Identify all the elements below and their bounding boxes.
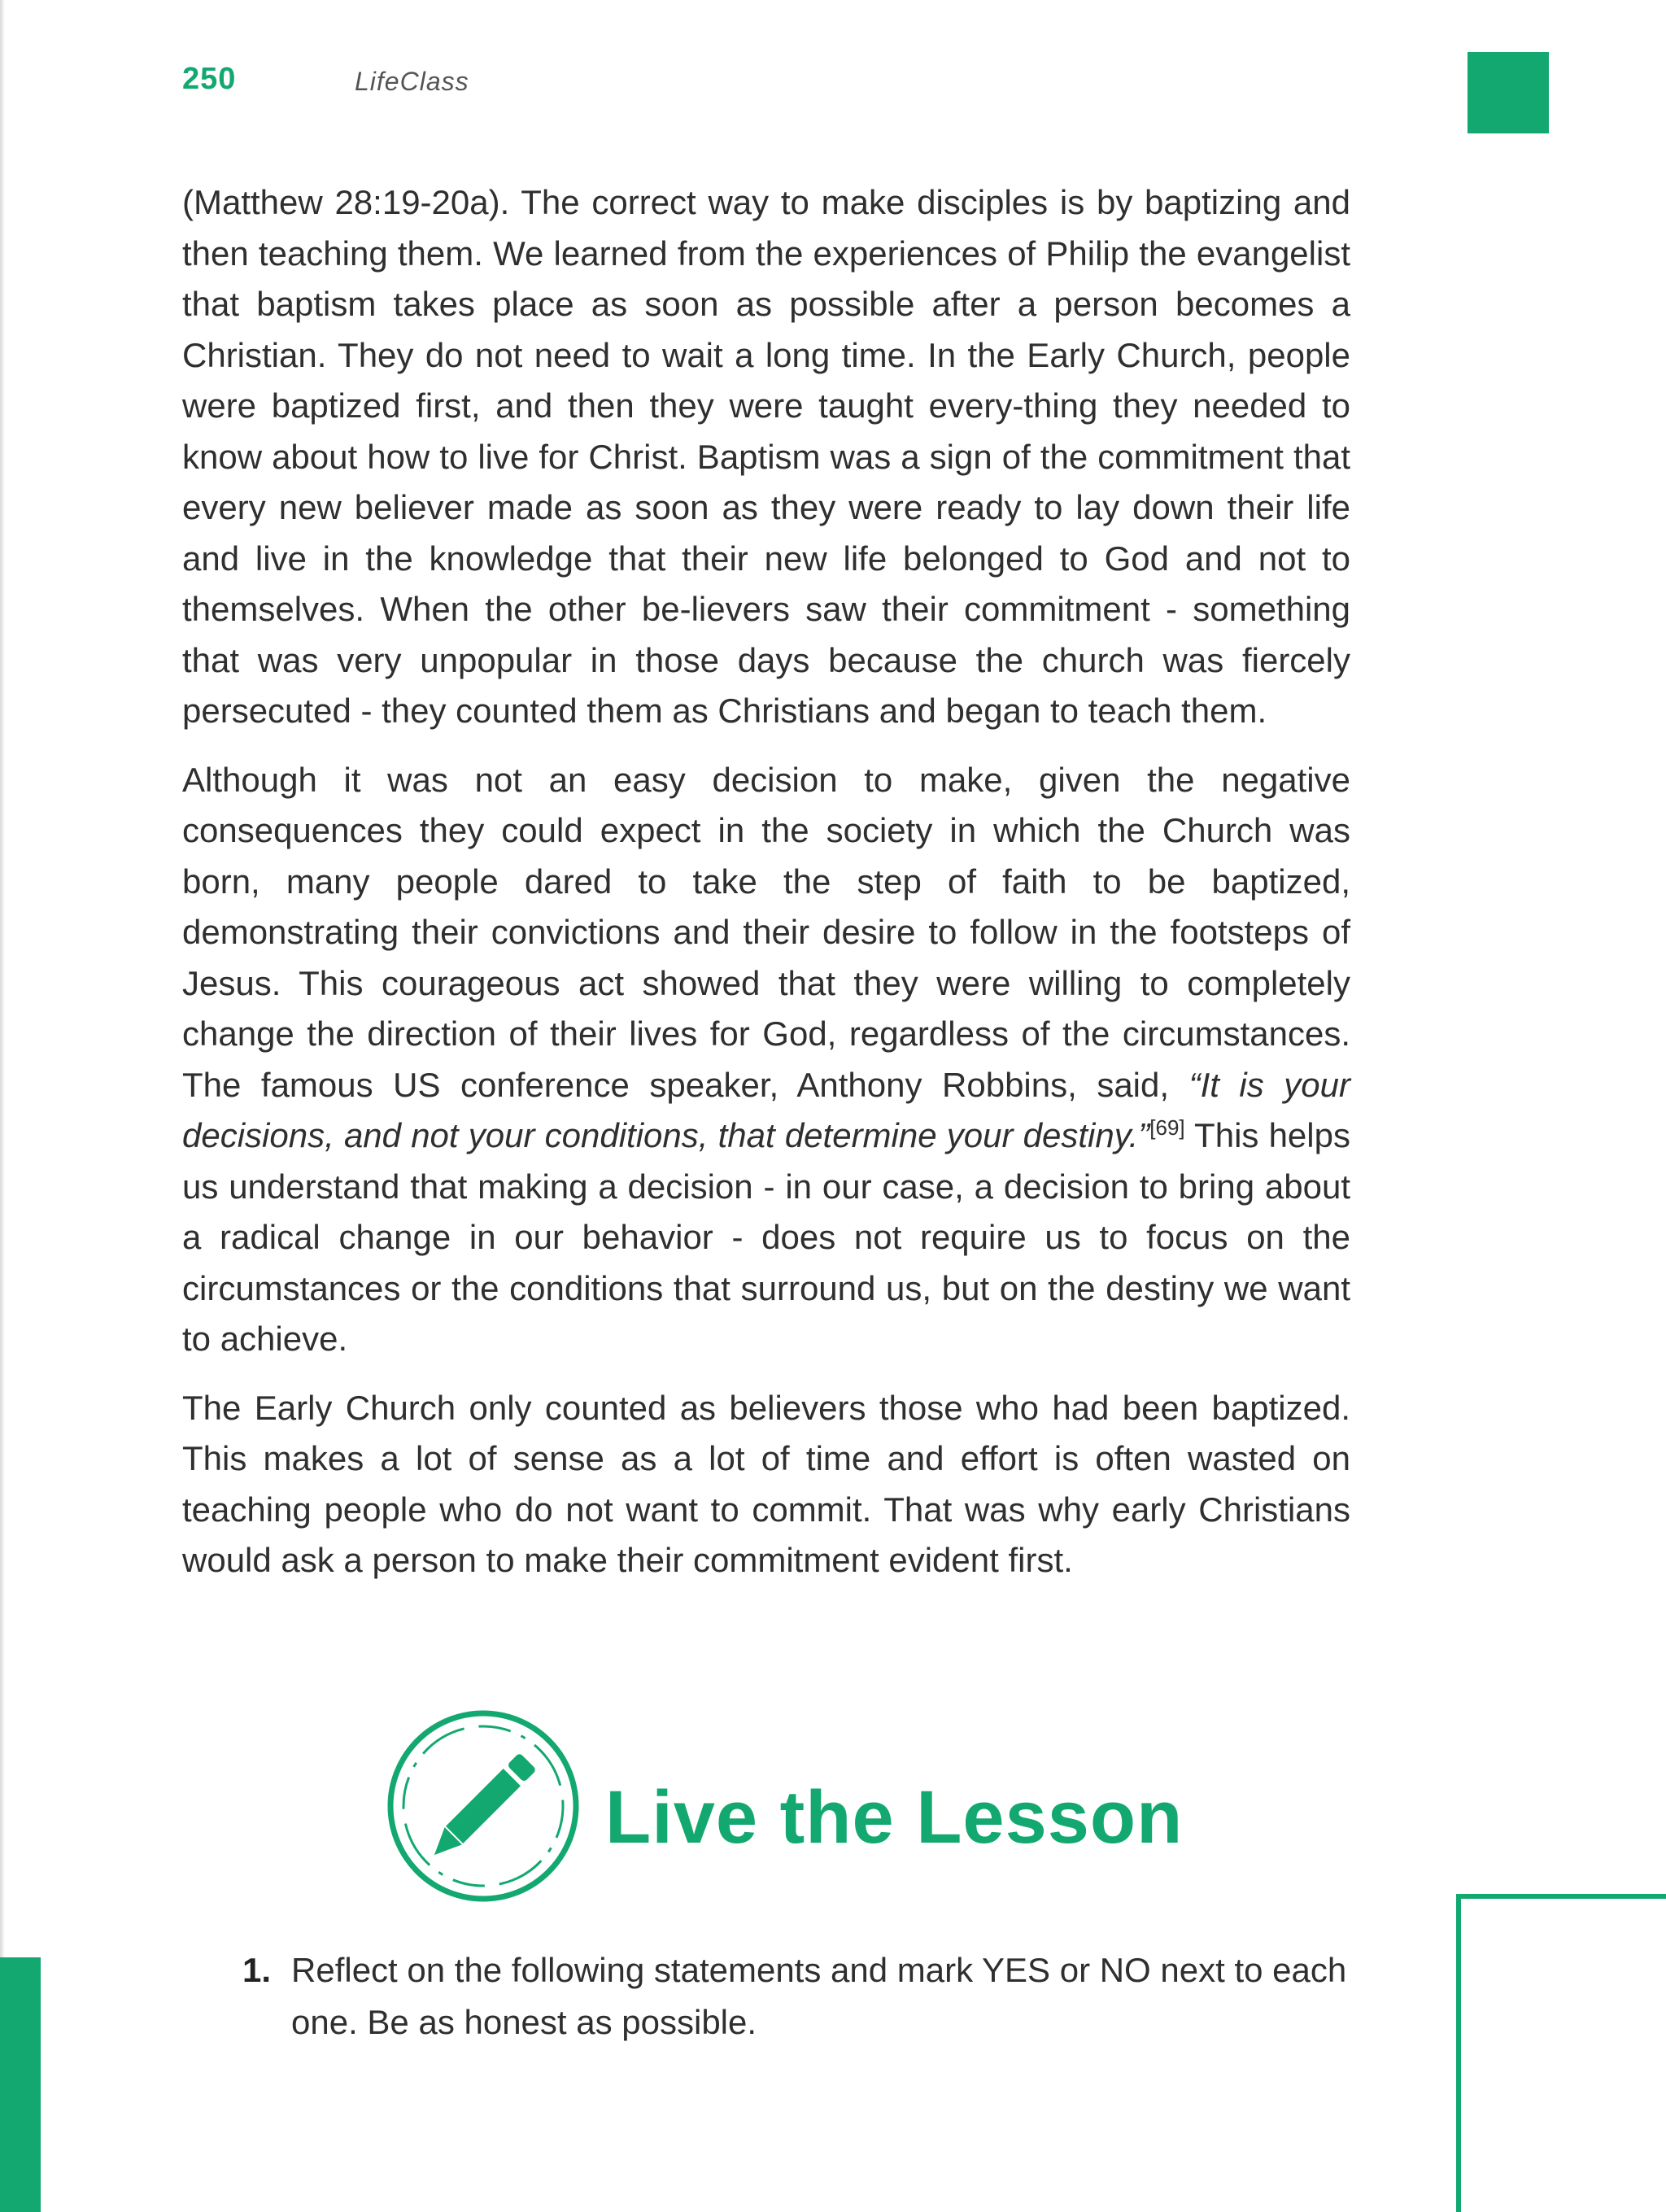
section-heading: Live the Lesson [605,1776,1184,1859]
corner-tab [1468,52,1549,133]
live-the-lesson-section [386,1708,1199,1912]
right-answer-box [1456,1894,1666,2212]
paragraph-2 [182,755,1350,1365]
exercise-item [242,1944,1350,2048]
paragraph-1: (Matthew 28:19-20a). The correct way to make disciples is by baptizing and then teaching them. We learned from the experiences of Philip the evangelist that baptism takes place as soon as possible after a person becomes a Christian. They do not need to wait a long time. In the Early Church, people were baptized first, and then they were taught every-thing they needed to know about how to live for Christ. Baptism was a sign of the commitment that every new believer made as soon as they were ready to lay down their life and live in the knowledge that their new life belonged to God and not to themselves. When the other be-lievers saw their commitment - something that was very unpopular in those days because the church was fiercely persecuted - they counted them as Christians and began to teach them. [182,183,1350,730]
exercise-list [242,1944,1350,2048]
pencil-icon [386,1708,581,1904]
paragraph-3: The Early Church only counted as believers those who had been baptized. This makes a lot of sense as a lot of time and effort is often wasted on teaching people who do not want to commit. That was why early Christians would ask a person to make their commitment evident first. [182,1388,1350,1579]
exercise-number: 1. [242,1951,272,1989]
left-accent-bar [0,1957,41,2212]
paragraph-2-before: Although it was not an easy decision to make, given the negative consequences they could expect in the society in which the Church was born, many people dared to take the step of faith to be baptized, demonstrating their convictions and their desire to follow in the footsteps of Jesus. This courageous act showed that they were willing to completely change the direction of their lives for God, regardless of the circumstances. The famous US conference speaker, Anthony Robbins, said, [182,760,1350,1104]
running-title: LifeClass [355,67,469,96]
page-edge-shadow [0,0,5,2212]
page-number: 250 [182,62,237,96]
footnote-ref[interactable]: [69] [1149,1115,1185,1140]
paragraph-2-after: This helps us understand that making a decision - in our case, a decision to bring about a radical change in our behavior - does not require us to focus on the circumstances or the conditions that surround us, but on the destiny we want to achieve. [182,1116,1350,1358]
body-text [182,177,1350,1604]
robbins-quote: “It is your decisions, and not your conditions, that determine your destiny.” [182,1065,1351,1154]
exercise-text: Reflect on the following statements and mark YES or NO next to each one. Be as honest as possible. [291,1951,1347,2041]
